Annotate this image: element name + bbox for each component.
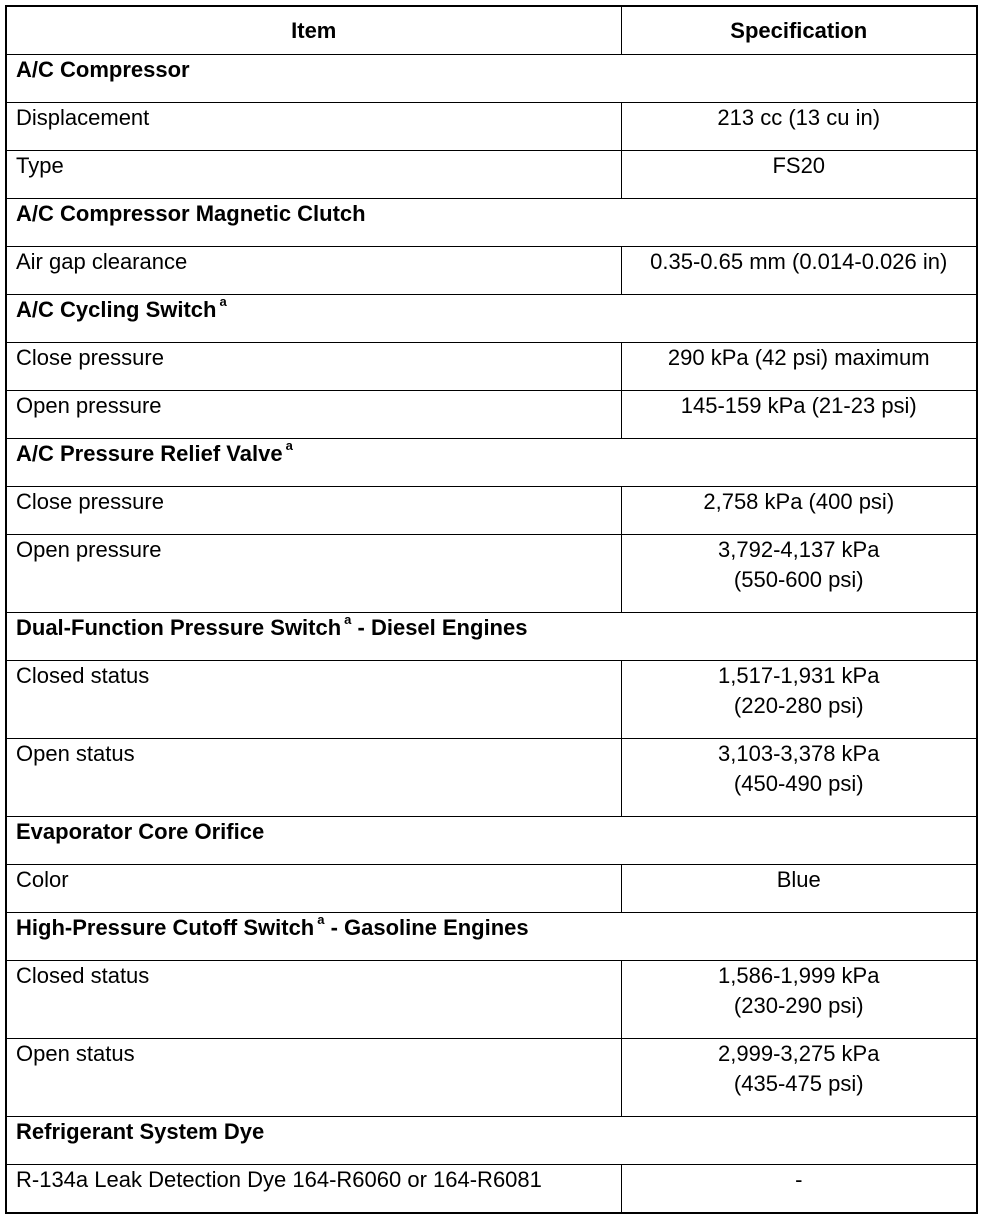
section-title-cell: [6, 613, 977, 661]
section-title: A/C Pressure Relief Valve: [16, 441, 283, 466]
item-cell: Open pressure: [6, 391, 621, 439]
item-cell: Close pressure: [6, 343, 621, 391]
section-title: Refrigerant System Dye: [6, 1117, 977, 1165]
table-row: [6, 1039, 977, 1117]
table-row: [6, 103, 977, 151]
spec-cell: [621, 961, 977, 1039]
section-title: High-Pressure Cutoff Switch: [16, 915, 315, 940]
spec-cell: [621, 1039, 977, 1117]
item-cell: Displacement: [6, 103, 621, 151]
spec-line: (220-280 psi): [733, 693, 864, 718]
spec-cell: [621, 535, 977, 613]
section-title: Evaporator Core Orifice: [6, 817, 977, 865]
table-row: [6, 487, 977, 535]
header-row: [6, 6, 977, 55]
item-cell: Open status: [6, 739, 621, 817]
section-row-dual-function: [6, 613, 977, 661]
item-cell: Air gap clearance: [6, 247, 621, 295]
section-row-dye: [6, 1117, 977, 1165]
section-row-compressor: [6, 55, 977, 103]
spec-cell: Blue: [621, 865, 977, 913]
table-row: [6, 865, 977, 913]
table-row: [6, 661, 977, 739]
item-cell: Closed status: [6, 661, 621, 739]
specification-table: [5, 5, 978, 1214]
section-title: A/C Compressor Magnetic Clutch: [6, 199, 977, 247]
spec-cell: FS20: [621, 151, 977, 199]
spec-line: (435-475 psi): [733, 1071, 864, 1096]
section-title: A/C Cycling Switch: [16, 297, 217, 322]
item-cell: Type: [6, 151, 621, 199]
item-cell: Open pressure: [6, 535, 621, 613]
section-row-orifice: [6, 817, 977, 865]
spec-line: (230-290 psi): [733, 993, 864, 1018]
table-row: [6, 247, 977, 295]
spec-cell: [621, 661, 977, 739]
footnote-marker: a: [219, 293, 227, 309]
footnote-marker: a: [285, 437, 293, 453]
footnote-marker: a: [344, 611, 352, 627]
spec-cell: 290 kPa (42 psi) maximum: [621, 343, 977, 391]
spec-cell: [621, 739, 977, 817]
section-row-clutch: [6, 199, 977, 247]
section-title-suffix: - Diesel Engines: [351, 615, 528, 640]
table-row: [6, 391, 977, 439]
table-row: [6, 961, 977, 1039]
section-title-suffix: - Gasoline Engines: [324, 915, 529, 940]
spec-line: 2,999-3,275 kPa: [718, 1041, 880, 1066]
item-cell: Close pressure: [6, 487, 621, 535]
spec-line: 3,792-4,137 kPa: [718, 537, 880, 562]
section-title: Dual-Function Pressure Switch: [16, 615, 342, 640]
spec-line: 1,517-1,931 kPa: [718, 663, 880, 688]
section-row-relief-valve: [6, 439, 977, 487]
spec-cell: -: [621, 1165, 977, 1214]
item-cell: Open status: [6, 1039, 621, 1117]
spec-cell: 2,758 kPa (400 psi): [621, 487, 977, 535]
item-cell: Closed status: [6, 961, 621, 1039]
section-title: A/C Compressor: [6, 55, 977, 103]
section-title-cell: [6, 295, 977, 343]
spec-cell: 145-159 kPa (21-23 psi): [621, 391, 977, 439]
table-row: [6, 739, 977, 817]
table-row: [6, 535, 977, 613]
spec-cell: 0.35-0.65 mm (0.014-0.026 in): [621, 247, 977, 295]
column-header-item: Item: [6, 6, 621, 55]
spec-line: (450-490 psi): [733, 771, 864, 796]
section-title-cell: [6, 439, 977, 487]
column-header-specification: Specification: [621, 6, 977, 55]
table-row: [6, 151, 977, 199]
spec-line: 1,586-1,999 kPa: [718, 963, 880, 988]
item-cell: Color: [6, 865, 621, 913]
spec-line: 3,103-3,378 kPa: [718, 741, 880, 766]
section-row-cutoff-switch: [6, 913, 977, 961]
item-cell: R-134a Leak Detection Dye 164-R6060 or 164-R6081: [6, 1165, 621, 1214]
spec-cell: 213 cc (13 cu in): [621, 103, 977, 151]
spec-line: (550-600 psi): [733, 567, 864, 592]
table-row: [6, 1165, 977, 1214]
footnote-marker: a: [317, 911, 325, 927]
section-row-cycling-switch: [6, 295, 977, 343]
table-row: [6, 343, 977, 391]
section-title-cell: [6, 913, 977, 961]
